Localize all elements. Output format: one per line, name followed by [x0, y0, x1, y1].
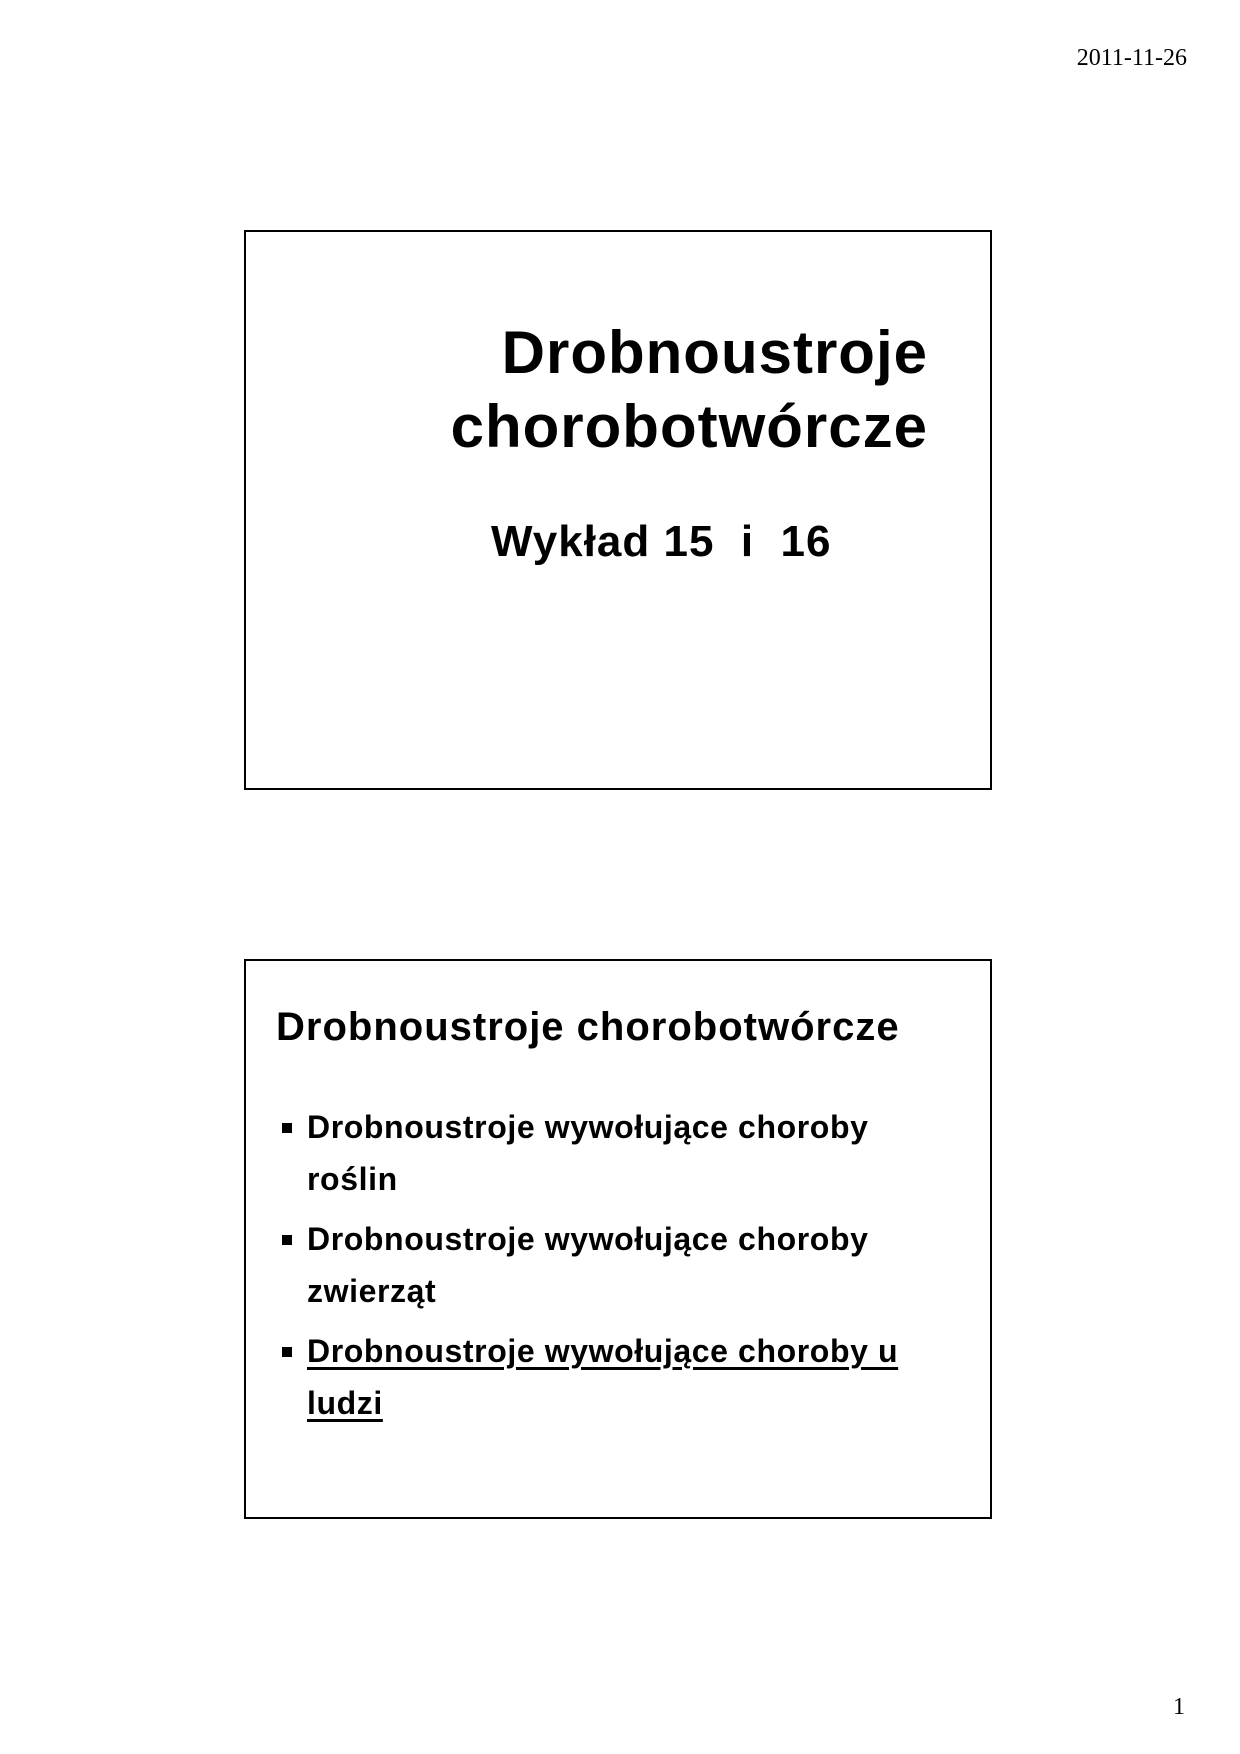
bullet-item: [276, 1101, 966, 1205]
square-bullet-icon: [282, 1347, 292, 1357]
bullet-list: [276, 1101, 966, 1437]
slide-heading: Drobnoustroje chorobotwórcze: [276, 1005, 900, 1049]
page-date: 2011-11-26: [1076, 45, 1187, 71]
slide-title: [244, 230, 992, 790]
page-number: 1: [1173, 1694, 1185, 1720]
square-bullet-icon: [282, 1235, 292, 1245]
bullet-text: Drobnoustroje wywołujące choroby u ludzi: [307, 1333, 899, 1421]
bullet-item: [276, 1213, 966, 1317]
title-line-1: Drobnoustroje: [501, 319, 928, 386]
slide-subtitle: Wykład 15 i 16: [491, 517, 832, 566]
bullet-text: Drobnoustroje wywołujące choroby roślin: [307, 1109, 869, 1197]
slide-title-heading: [451, 316, 928, 464]
slide-contents: [244, 959, 992, 1519]
title-line-2: chorobotwórcze: [450, 393, 928, 460]
square-bullet-icon: [282, 1123, 292, 1133]
bullet-item: [276, 1325, 966, 1429]
bullet-text: Drobnoustroje wywołujące choroby zwierząt: [307, 1221, 869, 1309]
